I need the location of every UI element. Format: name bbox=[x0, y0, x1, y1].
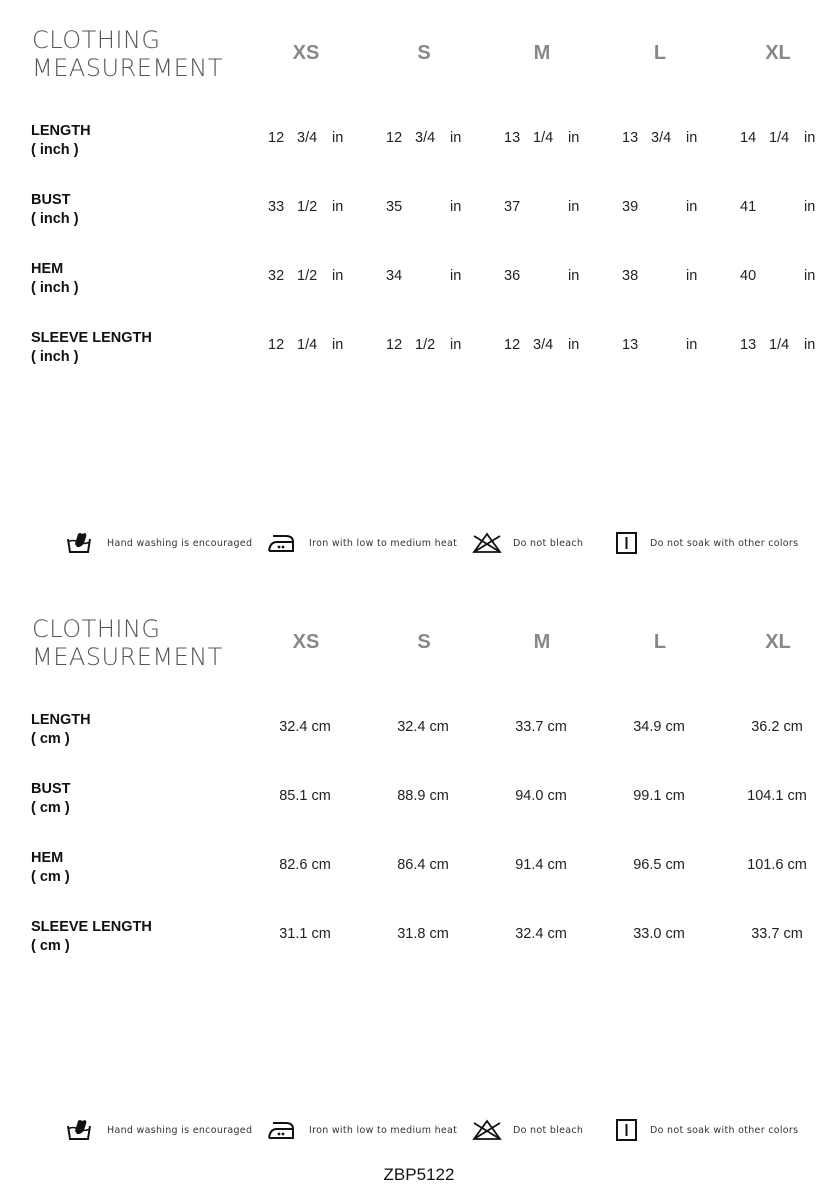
value-unit: in bbox=[332, 130, 344, 146]
care-instructions bbox=[0, 530, 838, 560]
row-label bbox=[31, 780, 70, 818]
value-whole: 13 bbox=[622, 130, 639, 146]
row-label bbox=[31, 122, 91, 160]
section-title bbox=[32, 26, 223, 82]
value-whole: 12 bbox=[504, 337, 521, 353]
row-label bbox=[31, 191, 79, 229]
row-name: HEM bbox=[31, 261, 64, 277]
care-text: Hand washing is encouraged bbox=[107, 1125, 253, 1136]
value-whole: 13 bbox=[504, 130, 521, 146]
size-header-m: M bbox=[533, 42, 551, 64]
value-unit: in bbox=[568, 268, 580, 284]
value-whole: 35 bbox=[386, 199, 403, 215]
care-item bbox=[266, 1117, 489, 1147]
title-line-2: MEASUREMENT bbox=[32, 643, 223, 671]
value-cell: 104.1 cm bbox=[747, 788, 807, 804]
row-label bbox=[31, 918, 152, 956]
care-item bbox=[66, 1117, 287, 1147]
row-label bbox=[31, 711, 91, 749]
care-item bbox=[66, 530, 287, 560]
row-label bbox=[31, 849, 70, 887]
care-text: Hand washing is encouraged bbox=[107, 538, 253, 549]
value-fraction: 3/4 bbox=[415, 130, 436, 146]
care-text: Do not soak with other colors bbox=[650, 1125, 799, 1136]
value-unit: in bbox=[686, 199, 698, 215]
size-header-l: L bbox=[653, 631, 667, 653]
value-whole: 38 bbox=[622, 268, 639, 284]
value-cell: 88.9 cm bbox=[397, 788, 449, 804]
value-unit: in bbox=[450, 268, 462, 284]
title-line-2: MEASUREMENT bbox=[32, 54, 223, 82]
title-line-1: CLOTHING bbox=[32, 26, 161, 54]
care-item bbox=[615, 1117, 830, 1147]
value-fraction: 1/2 bbox=[297, 199, 318, 215]
value-cell: 86.4 cm bbox=[397, 857, 449, 873]
size-header-xs: XS bbox=[292, 42, 320, 64]
value-fraction: 1/4 bbox=[769, 130, 790, 146]
care-text: Iron with low to medium heat bbox=[309, 538, 458, 549]
row-name: BUST bbox=[31, 781, 71, 797]
row-unit: ( inch ) bbox=[31, 349, 79, 365]
row-unit: ( inch ) bbox=[31, 280, 79, 296]
value-cell: 91.4 cm bbox=[515, 857, 567, 873]
value-unit: in bbox=[686, 337, 698, 353]
value-fraction: 3/4 bbox=[297, 130, 318, 146]
size-header-s: S bbox=[417, 631, 431, 653]
value-whole: 12 bbox=[386, 337, 403, 353]
value-whole: 12 bbox=[268, 337, 285, 353]
value-whole: 36 bbox=[504, 268, 521, 284]
value-cell: 82.6 cm bbox=[279, 857, 331, 873]
value-fraction: 1/4 bbox=[769, 337, 790, 353]
value-unit: in bbox=[450, 199, 462, 215]
value-unit: in bbox=[332, 268, 344, 284]
value-unit: in bbox=[804, 268, 816, 284]
row-name: BUST bbox=[31, 192, 71, 208]
value-fraction: 1/4 bbox=[297, 337, 318, 353]
value-unit: in bbox=[686, 130, 698, 146]
value-cell: 33.0 cm bbox=[633, 926, 685, 942]
value-whole: 37 bbox=[504, 199, 521, 215]
value-cell: 99.1 cm bbox=[633, 788, 685, 804]
row-unit: ( cm ) bbox=[31, 800, 70, 816]
value-cell: 33.7 cm bbox=[515, 719, 567, 735]
care-text: Do not soak with other colors bbox=[650, 538, 799, 549]
product-code: ZBP5122 bbox=[383, 1165, 455, 1184]
row-unit: ( inch ) bbox=[31, 142, 79, 158]
care-text: Do not bleach bbox=[513, 538, 584, 549]
size-header-xl: XL bbox=[765, 631, 791, 653]
value-whole: 12 bbox=[386, 130, 403, 146]
size-header-xl: XL bbox=[765, 42, 791, 64]
row-name: HEM bbox=[31, 850, 64, 866]
value-unit: in bbox=[804, 337, 816, 353]
value-cell: 32.4 cm bbox=[397, 719, 449, 735]
value-unit: in bbox=[450, 337, 462, 353]
row-label bbox=[31, 329, 152, 367]
title-line-1: CLOTHING bbox=[32, 615, 161, 643]
value-whole: 39 bbox=[622, 199, 639, 215]
value-cell: 96.5 cm bbox=[633, 857, 685, 873]
value-cell: 32.4 cm bbox=[515, 926, 567, 942]
value-unit: in bbox=[332, 199, 344, 215]
section-title bbox=[32, 615, 223, 671]
value-unit: in bbox=[804, 199, 816, 215]
care-item bbox=[615, 530, 830, 560]
value-unit: in bbox=[568, 130, 580, 146]
care-text: Do not bleach bbox=[513, 1125, 584, 1136]
value-fraction: 1/2 bbox=[415, 337, 436, 353]
size-header-m: M bbox=[533, 631, 551, 653]
value-unit: in bbox=[568, 199, 580, 215]
value-cell: 31.1 cm bbox=[279, 926, 331, 942]
value-fraction: 3/4 bbox=[651, 130, 672, 146]
value-whole: 40 bbox=[740, 268, 757, 284]
value-cell: 32.4 cm bbox=[279, 719, 331, 735]
value-cell: 33.7 cm bbox=[751, 926, 803, 942]
value-whole: 41 bbox=[740, 199, 757, 215]
size-header-l: L bbox=[653, 42, 667, 64]
row-name: SLEEVE LENGTH bbox=[31, 919, 152, 935]
value-cell: 34.9 cm bbox=[633, 719, 685, 735]
care-text: Iron with low to medium heat bbox=[309, 1125, 458, 1136]
value-whole: 14 bbox=[740, 130, 757, 146]
value-whole: 13 bbox=[740, 337, 757, 353]
size-header-xs: XS bbox=[292, 631, 320, 653]
value-cell: 36.2 cm bbox=[751, 719, 803, 735]
care-instructions bbox=[0, 1117, 838, 1147]
value-unit: in bbox=[804, 130, 816, 146]
value-whole: 12 bbox=[268, 130, 285, 146]
row-name: LENGTH bbox=[31, 123, 91, 139]
value-unit: in bbox=[686, 268, 698, 284]
row-unit: ( cm ) bbox=[31, 869, 70, 885]
row-unit: ( cm ) bbox=[31, 938, 70, 954]
size-header-s: S bbox=[417, 42, 431, 64]
value-unit: in bbox=[450, 130, 462, 146]
value-whole: 32 bbox=[268, 268, 285, 284]
row-unit: ( inch ) bbox=[31, 211, 79, 227]
value-fraction: 1/2 bbox=[297, 268, 318, 284]
value-fraction: 1/4 bbox=[533, 130, 554, 146]
value-whole: 34 bbox=[386, 268, 403, 284]
row-unit: ( cm ) bbox=[31, 731, 70, 747]
row-label bbox=[31, 260, 79, 298]
value-unit: in bbox=[332, 337, 344, 353]
value-cell: 101.6 cm bbox=[747, 857, 807, 873]
row-name: SLEEVE LENGTH bbox=[31, 330, 152, 346]
value-cell: 31.8 cm bbox=[397, 926, 449, 942]
care-item bbox=[266, 530, 489, 560]
row-name: LENGTH bbox=[31, 712, 91, 728]
value-whole: 13 bbox=[622, 337, 639, 353]
value-whole: 33 bbox=[268, 199, 285, 215]
value-cell: 85.1 cm bbox=[279, 788, 331, 804]
value-cell: 94.0 cm bbox=[515, 788, 567, 804]
value-unit: in bbox=[568, 337, 580, 353]
value-fraction: 3/4 bbox=[533, 337, 554, 353]
